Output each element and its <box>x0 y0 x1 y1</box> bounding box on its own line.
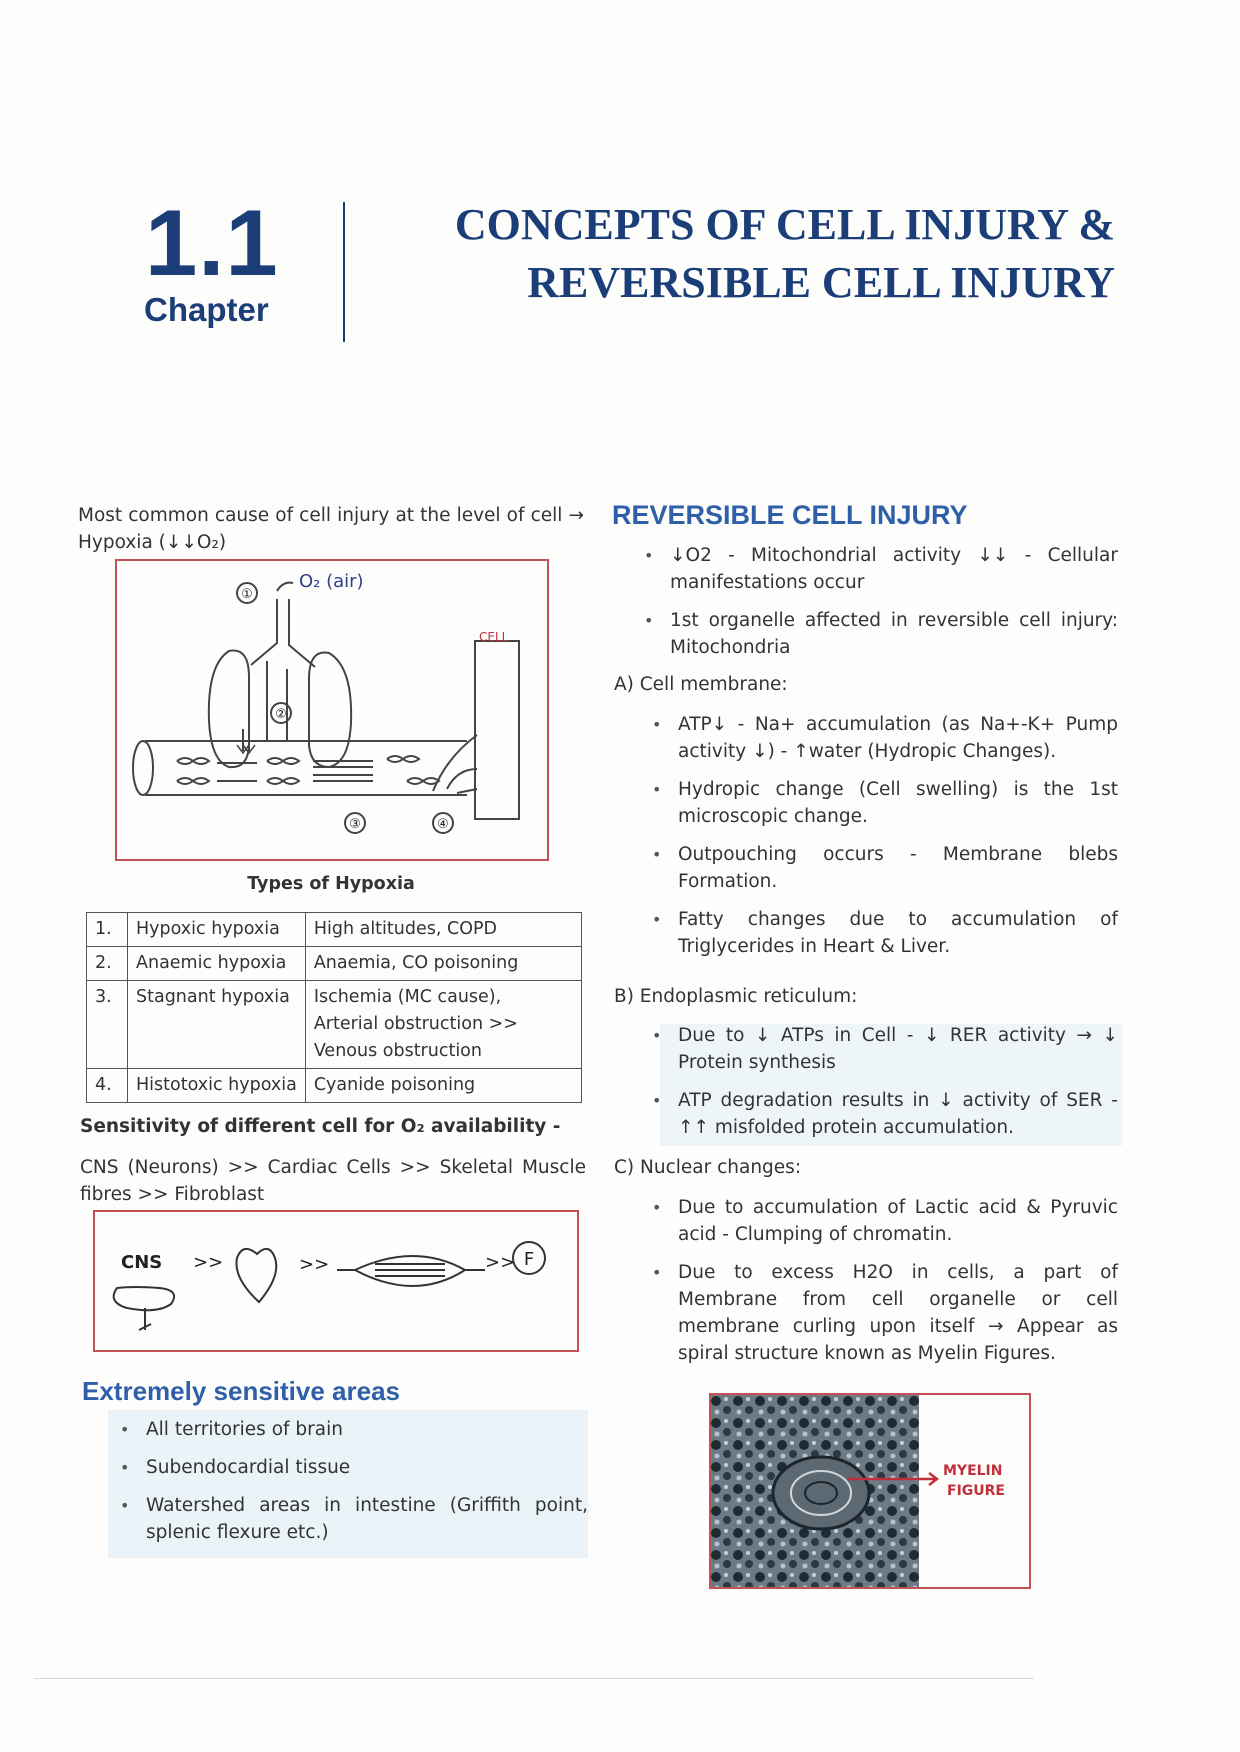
list-item: • ATP↓ - Na+ accumulation (as Na+-K+ Pump activity ↓) - ↑water (Hydropic Changes). <box>650 711 1118 765</box>
table-cell-type: Histotoxic hypoxia <box>128 1069 306 1103</box>
intro-text: Most common cause of cell injury at the level of cell → Hypoxia (↓↓O₂) <box>78 505 584 553</box>
reversible-injury-heading: REVERSIBLE CELL INJURY <box>612 500 968 530</box>
reversible-intro-list <box>642 542 1118 672</box>
chapter-number: 1.1 <box>145 190 279 295</box>
sensitivity-heading: Sensitivity of different cell for O₂ availability - <box>80 1116 561 1137</box>
sensitive-areas-list <box>118 1416 588 1557</box>
endoplasmic-reticulum-heading: B) Endoplasmic reticulum: <box>614 986 858 1007</box>
sep-1: >> <box>193 1252 224 1273</box>
table-cell-type: Hypoxic hypoxia <box>128 913 306 947</box>
endoplasmic-reticulum-list <box>650 1022 1118 1152</box>
hypoxia-diagram <box>115 559 549 861</box>
list-item: • Watershed areas in intestine (Griffith point, splenic flexure etc.) <box>118 1492 588 1546</box>
table-cell-num: 2. <box>87 947 128 981</box>
table-cell-num: 4. <box>87 1069 128 1103</box>
myelin-label-line2: FIGURE <box>947 1483 1005 1499</box>
myelin-figure-micrograph <box>709 1393 1031 1589</box>
list-item: • Fatty changes due to accumulation of Triglycerides in Heart & Liver. <box>650 906 1118 960</box>
chapter-title-line1: CONCEPTS OF CELL INJURY & <box>454 200 1115 249</box>
diagram-label-3: ③ <box>349 817 361 832</box>
chapter-label: Chapter <box>144 291 269 328</box>
table-row <box>87 981 582 1069</box>
table-cell-cause: Cyanide poisoning <box>305 1069 581 1103</box>
list-item: • ATP degradation results in ↓ activity of SER - ↑↑ misfolded protein accumulation. <box>650 1087 1118 1141</box>
table-cell-cause: High altitudes, COPD <box>305 913 581 947</box>
chapter-title-line2: REVERSIBLE CELL INJURY <box>527 258 1115 307</box>
nuclear-changes-heading: C) Nuclear changes: <box>614 1157 802 1178</box>
table-cell-num: 3. <box>87 981 128 1069</box>
list-item: • All territories of brain <box>118 1416 588 1443</box>
table-row <box>87 913 582 947</box>
sensitivity-sketch <box>95 1212 577 1350</box>
hypoxia-types-table <box>86 912 582 1103</box>
footer-rule <box>34 1678 1034 1679</box>
cause-line: Arterial obstruction >> <box>313 1014 518 1034</box>
table-cell-num: 1. <box>87 913 128 947</box>
sensitivity-text: CNS (Neurons) >> Cardiac Cells >> Skeletal Muscle fibres >> Fibroblast <box>80 1157 586 1205</box>
sensitive-areas-heading: Extremely sensitive areas <box>82 1376 400 1406</box>
cell-membrane-list <box>650 711 1118 971</box>
cns-label: CNS <box>121 1252 163 1273</box>
list-item: • Subendocardial tissue <box>118 1454 588 1481</box>
table-row <box>87 1069 582 1103</box>
list-item: • Hydropic change (Cell swelling) is the 1st microscopic change. <box>650 776 1118 830</box>
list-item: • Due to ↓ ATPs in Cell - ↓ RER activity → ↓ Protein synthesis <box>650 1022 1118 1076</box>
fibroblast-label: F <box>523 1249 535 1270</box>
table-cell-cause <box>305 981 581 1069</box>
nuclear-changes-list <box>650 1194 1118 1378</box>
table-cell-type: Anaemic hypoxia <box>128 947 306 981</box>
cause-line: Ischemia (MC cause), <box>313 987 502 1007</box>
chapter-title <box>380 196 1115 312</box>
diagram-label-2: ② <box>275 707 287 722</box>
diagram-caption: Types of Hypoxia <box>247 874 415 894</box>
sep-3: >> <box>485 1252 516 1273</box>
list-item: • ↓O2 - Mitochondrial activity ↓↓ - Cellular manifestations occur <box>642 542 1118 596</box>
diagram-label-1: ① <box>241 587 253 602</box>
cell-membrane-heading: A) Cell membrane: <box>614 674 788 695</box>
sep-2: >> <box>299 1254 330 1275</box>
list-item: • 1st organelle affected in reversible cell injury: Mitochondria <box>642 607 1118 661</box>
table-cell-type: Stagnant hypoxia <box>128 981 306 1069</box>
myelin-label-line1: MYELIN <box>943 1463 1003 1479</box>
table-row <box>87 947 582 981</box>
list-item: • Due to excess H2O in cells, a part of Membrane from cell organelle or cell membrane curling upon itself → Appear as spiral structure known as Myelin Figures. <box>650 1259 1118 1367</box>
list-item: • Due to accumulation of Lactic acid & Pyruvic acid - Clumping of chromatin. <box>650 1194 1118 1248</box>
table-cell-cause: Anaemia, CO poisoning <box>305 947 581 981</box>
hypoxia-sketch <box>117 561 547 859</box>
list-item: • Outpouching occurs - Membrane blebs Formation. <box>650 841 1118 895</box>
cause-line: Venous obstruction <box>313 1041 482 1061</box>
sensitivity-diagram <box>93 1210 579 1352</box>
diagram-label-4: ④ <box>437 817 449 832</box>
micrograph-image <box>711 1395 1029 1587</box>
diagram-cell-label: CELL <box>479 630 509 644</box>
header-divider <box>343 202 345 342</box>
diagram-o2-label: O₂ (air) <box>299 571 364 592</box>
